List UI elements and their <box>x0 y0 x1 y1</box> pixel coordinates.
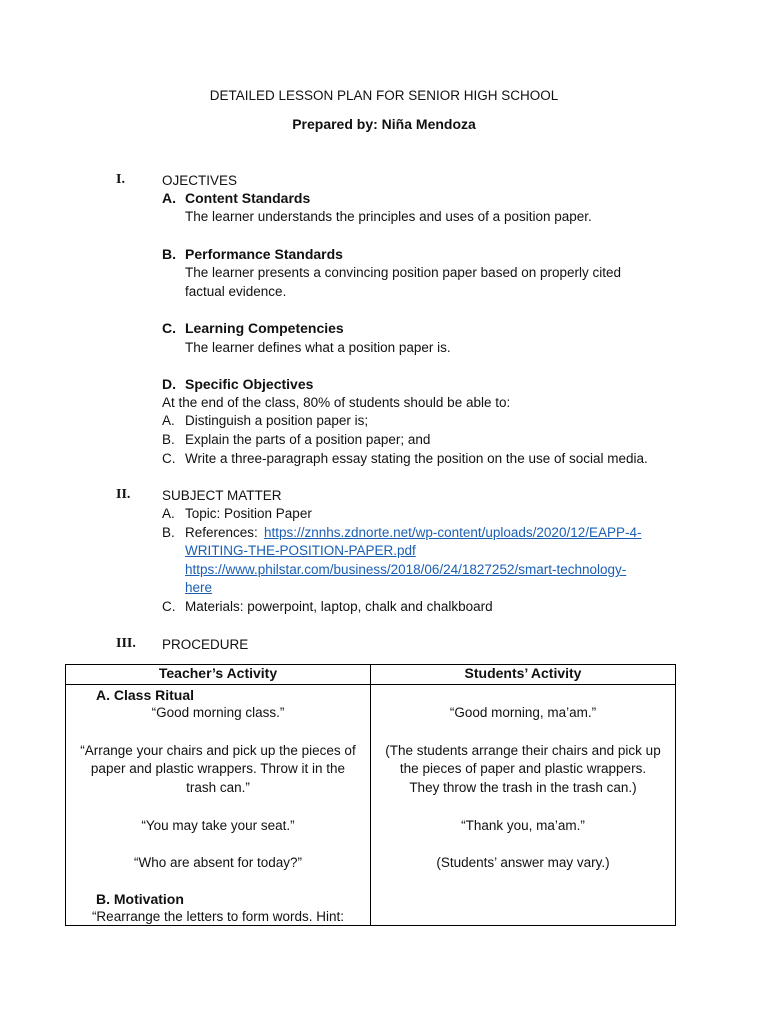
student-line: They throw the trash in the trash can.) <box>409 780 637 795</box>
student-line: the pieces of paper and plastic wrappers. <box>399 761 647 776</box>
specific-objectives-title: Specific Objectives <box>185 376 314 392</box>
students-activity-header: Students’ Activity <box>371 665 676 685</box>
reference-link-1[interactable]: https://znnhs.zdnorte.net/wp-content/uploads/2020/12/EAPP-4- <box>264 525 642 540</box>
section-numeral-2: II. <box>116 487 131 502</box>
performance-standards-text-1: The learner presents a convincing position paper based on properly cited <box>185 265 622 280</box>
student-line: (Students’ answer may vary.) <box>436 855 610 870</box>
reference-link-2[interactable]: https://www.philstar.com/business/2018/06/24/1827252/smart-technology- <box>185 562 627 577</box>
teacher-line: “Rearrange the letters to form words. Hint: <box>91 909 345 924</box>
document-title: DETAILED LESSON PLAN FOR SENIOR HIGH SCHOOL <box>209 88 559 103</box>
learning-competencies-title: Learning Competencies <box>185 320 344 336</box>
materials-label: C. <box>162 599 176 614</box>
section-numeral-1: I. <box>116 172 125 187</box>
student-line: (The students arrange their chairs and pick up <box>385 743 661 758</box>
subject-matter-heading: SUBJECT MATTER <box>162 488 282 503</box>
student-line: “Good morning, ma’am.” <box>449 705 597 720</box>
reference-link-2-cont[interactable]: here <box>185 580 213 595</box>
class-ritual-heading: A. Class Ritual <box>96 687 195 703</box>
list-item: Distinguish a position paper is; <box>185 413 369 428</box>
teacher-line: “You may take your seat.” <box>141 818 295 833</box>
specific-objectives-intro: At the end of the class, 80% of students should be able to: <box>162 395 511 410</box>
procedure-heading: PROCEDURE <box>162 637 249 652</box>
teacher-activity-header: Teacher’s Activity <box>66 665 371 685</box>
performance-standards-text-2: factual evidence. <box>185 284 287 299</box>
performance-standards-title: Performance Standards <box>185 246 343 262</box>
table-header-row <box>66 665 676 685</box>
prepared-by: Prepared by: Niña Mendoza <box>292 116 476 132</box>
objectives-heading: OJECTIVES <box>162 173 238 188</box>
topic-text: Topic: Position Paper <box>185 506 312 521</box>
teacher-line: paper and plastic wrappers. Throw it in the <box>90 761 346 776</box>
student-line: “Thank you, ma’am.” <box>461 818 585 833</box>
section-numeral-3: III. <box>116 636 136 651</box>
students-activity-cell <box>371 685 676 926</box>
materials-text: Materials: powerpoint, laptop, chalk and chalkboard <box>185 599 493 614</box>
content-standards-text: The learner understands the principles and uses of a position paper. <box>185 209 592 224</box>
content-standards-label: A. <box>162 190 176 206</box>
reference-link-1-cont[interactable]: WRITING-THE-POSITION-PAPER.pdf <box>185 543 416 558</box>
list-item-label: C. <box>162 451 176 466</box>
topic-label: A. <box>162 506 175 521</box>
learning-competencies-label: C. <box>162 320 176 336</box>
teacher-activity-cell <box>66 685 371 926</box>
list-item: Explain the parts of a position paper; and <box>185 432 431 447</box>
specific-objectives-label: D. <box>162 376 176 392</box>
list-item-label: A. <box>162 413 175 428</box>
content-standards-title: Content Standards <box>185 190 311 206</box>
teacher-line: trash can.” <box>186 780 250 795</box>
references-label: References: <box>185 525 258 540</box>
list-item-label: B. <box>162 432 175 447</box>
motivation-heading: B. Motivation <box>96 891 184 907</box>
references-item-label: B. <box>162 525 175 540</box>
performance-standards-label: B. <box>162 246 176 262</box>
learning-competencies-text: The learner defines what a position paper is. <box>185 340 451 355</box>
procedure-table <box>65 664 676 926</box>
teacher-line: “Arrange your chairs and pick up the pieces of <box>80 743 356 758</box>
teacher-line: “Good morning class.” <box>151 705 285 720</box>
table-row <box>66 685 676 926</box>
teacher-line: “Who are absent for today?” <box>133 855 303 870</box>
list-item: Write a three-paragraph essay stating the position on the use of social media. <box>185 451 648 466</box>
